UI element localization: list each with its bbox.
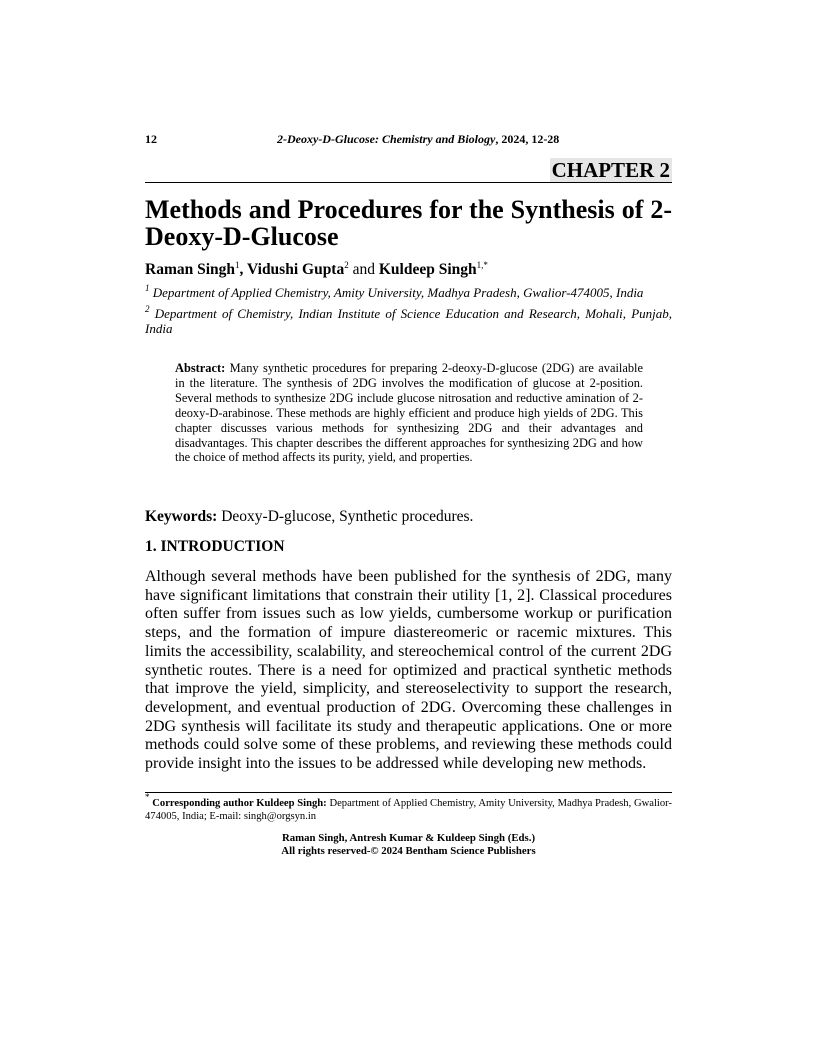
chapter-label: CHAPTER 2 (551, 158, 670, 182)
author-name: Raman Singh (145, 261, 236, 278)
author-affiliation-mark: 1,* (476, 260, 488, 270)
footnote-divider (145, 792, 672, 793)
affiliation-mark: 1 (145, 283, 150, 293)
affiliation-mark: 2 (145, 304, 150, 314)
keywords (145, 508, 473, 526)
author-affiliation-mark: 2 (344, 260, 349, 270)
abstract-text: Many synthetic procedures for preparing 2-deoxy-D-glucose (2DG) are available in the literature. The synthesis of 2DG involves the modification of glucose at 2-position. Several methods to synthesize 2DG include glucose nitrosation and reductive amination of 2-deoxy-D-arabinose. These methods are highly efficient and produce high yields of 2DG. This chapter discusses various methods for synthesizing 2DG and their advantages and disadvantages. This chapter describes the different approaches for synthesizing 2DG and how the choice of method affects its purity, yield, and properties. (175, 361, 643, 465)
abstract-label: Abstract: (175, 361, 226, 375)
intro-paragraph: Although several methods have been published for the synthesis of 2DG, many have significant limitations that constrain their utility [1, 2]. Classical procedures often suffer from issues such as low yields, cumbersome workup or purification steps, and the formation of impure diastereomeric or racemic mixtures. This limits the accessibility, scalability, and stereochemical control of the current 2DG synthetic routes. There is a need for optimized and practical synthetic methods that improve the yield, simplicity, and stereoselectivity to support the research, development, and eventual production of 2DG. Overcoming these challenges in 2DG synthesis will facilitate its study and therapeutic applications. One or more methods could solve some of these problems, and reviewing these methods could provide insight into the issues to be addressed while developing new methods. (145, 568, 672, 773)
footnote-label: Corresponding author Kuldeep Singh: (149, 798, 327, 809)
journal-year-pages: , 2024, 12-28 (495, 132, 560, 146)
affiliation (145, 285, 672, 300)
affiliation-text: Department of Chemistry, Indian Institute of Science Education and Research, Mohali, Punjab, India (145, 306, 672, 336)
author-name: Vidushi Gupta (247, 261, 345, 278)
page-number: 12 (145, 132, 157, 146)
copyright-line: All rights reserved-© 2024 Bentham Science Publishers (281, 845, 536, 857)
affiliation (145, 306, 672, 336)
chapter-title: Methods and Procedures for the Synthesis of 2-Deoxy-D-Glucose (145, 195, 672, 251)
author-list (145, 261, 488, 279)
abstract (175, 361, 643, 465)
affiliation-text: Department of Applied Chemistry, Amity University, Madhya Pradesh, Gwalior-474005, India (149, 285, 644, 300)
footnote-mark: * (145, 792, 150, 802)
author-separator: and (348, 261, 379, 278)
footnote (145, 792, 672, 823)
keywords-text: Deoxy-D-glucose, Synthetic procedures. (217, 508, 474, 525)
header-divider (145, 182, 672, 183)
keywords-label: Keywords: (145, 508, 218, 525)
author-separator: , (239, 261, 248, 278)
journal-citation (277, 132, 559, 147)
section-heading: 1. INTRODUCTION (145, 538, 285, 555)
editors-line: Raman Singh, Antresh Kumar & Kuldeep Singh (Eds.) (281, 832, 536, 844)
author-affiliation-mark: 1 (235, 260, 240, 270)
author-name: Kuldeep Singh (378, 261, 477, 278)
journal-title: 2-Deoxy-D-Glucose: Chemistry and Biology (277, 132, 496, 146)
editors-notice (145, 832, 672, 858)
footnote-text: Department of Applied Chemistry, Amity University, Madhya Pradesh, Gwalior-474005, India; E-mail: singh@orgsyn.in (145, 798, 672, 822)
